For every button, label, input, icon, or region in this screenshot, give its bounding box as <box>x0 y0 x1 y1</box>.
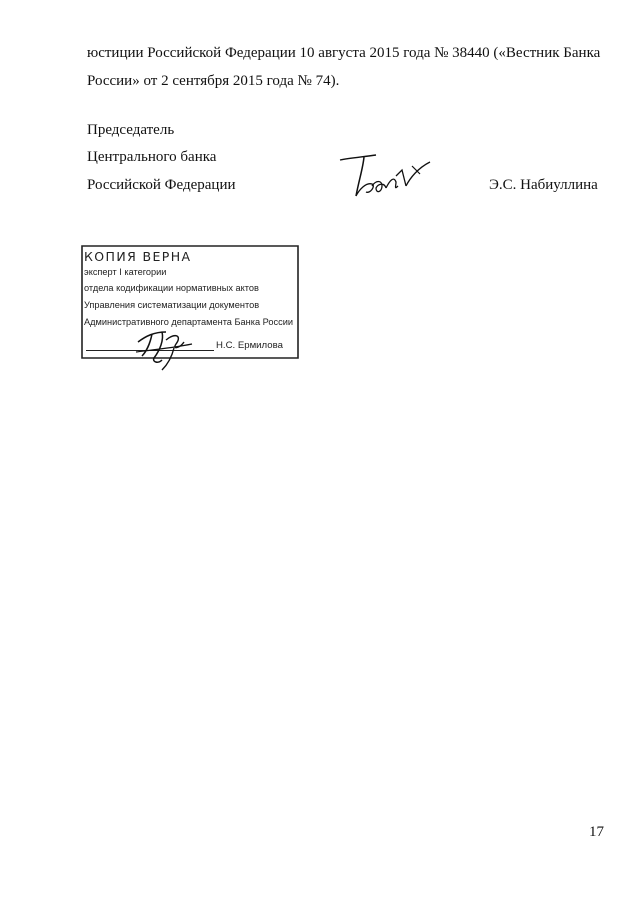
stamp-line-3: Управления систематизации документов <box>84 300 260 311</box>
paragraph-line-2: России» от 2 сентября 2015 года № 74). <box>87 73 340 89</box>
stamp-signer-name: Н.С. Ермилова <box>216 340 283 351</box>
paragraph-line-1: юстиции Российской Федерации 10 августа 2015 года № 38440 («Вестник Банка <box>87 45 601 61</box>
stamp-signature <box>132 322 196 372</box>
stamp-line-4: Административного департамента Банка России <box>84 317 294 328</box>
certified-copy-stamp <box>80 244 300 360</box>
page-number: 17 <box>589 824 604 840</box>
signatory-title-line-2: Центрального банка <box>87 149 217 165</box>
chairman-signature <box>336 152 436 200</box>
signatory-title-line-3: Российской Федерации <box>87 177 236 193</box>
signer-name: Э.С. Набиуллина <box>489 177 598 193</box>
signatory-title-line-1: Председатель <box>87 122 175 138</box>
stamp-line-2: отдела кодификации нормативных актов <box>84 283 259 294</box>
stamp-line-1: эксперт I категории <box>84 267 167 278</box>
stamp-header: КОПИЯ ВЕРНА <box>84 249 192 264</box>
